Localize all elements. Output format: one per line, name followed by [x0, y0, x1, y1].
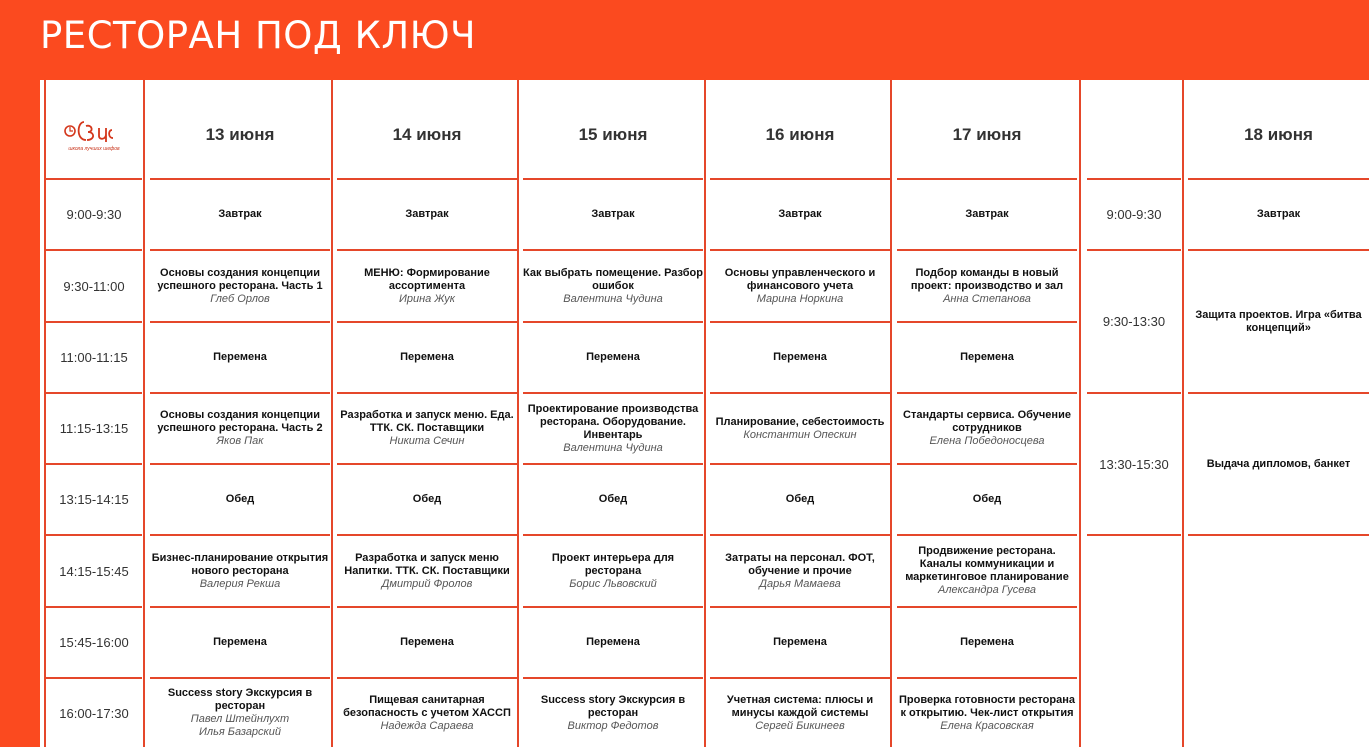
schedule-cell	[150, 178, 330, 249]
session-title: Обед	[598, 493, 628, 505]
schedule-cell	[1188, 392, 1369, 534]
time-slot	[46, 534, 142, 606]
session-speaker: Дмитрий Фролов	[381, 577, 473, 590]
schedule-cell	[897, 534, 1077, 606]
grid-divider	[1079, 80, 1081, 747]
schedule-cell	[897, 178, 1077, 249]
time-slot	[46, 249, 142, 321]
schedule-cell	[337, 463, 517, 534]
time-slot	[46, 321, 142, 392]
session-title: Перемена	[586, 351, 640, 363]
day-header-label: 17 июня	[952, 125, 1022, 144]
session-speaker: Яков Пак	[216, 435, 264, 447]
session-title: Перемена	[773, 351, 827, 363]
day-header-label: 13 июня	[205, 125, 275, 144]
schedule-cell	[337, 534, 517, 606]
day-header	[150, 92, 330, 178]
time-slot	[1087, 392, 1181, 534]
schedule-cell	[897, 463, 1077, 534]
time-slot-label: 16:00-17:30	[59, 705, 129, 721]
session-title: Учетная система: плюсы и минусы каждой системы	[726, 693, 874, 719]
session-title: Завтрак	[778, 208, 822, 220]
session-title: Как выбрать помещение. Разбор ошибок	[523, 266, 703, 292]
day-header-label: 18 июня	[1244, 125, 1313, 144]
day-header	[523, 92, 703, 178]
time-slot-label: 11:00-11:15	[60, 350, 128, 365]
session-title: Бизнес-планирование открытия нового ресторана	[151, 551, 329, 577]
time-slot-label: 9:00-9:30	[1106, 207, 1162, 222]
schedule-cell	[710, 178, 890, 249]
session-speaker: Константин Опескин	[743, 428, 857, 441]
schedule-cell	[337, 321, 517, 392]
day-header-empty	[1087, 92, 1181, 178]
schedule-cell	[523, 677, 703, 747]
session-speaker: Глеб Орлов	[210, 292, 270, 305]
session-title: Планирование, себестоимость	[715, 415, 885, 428]
schedule-cell	[897, 606, 1077, 677]
schedule-cell	[150, 534, 330, 606]
session-title: Перемена	[586, 636, 640, 648]
logo-cell	[46, 92, 142, 178]
time-slot-label: 11:15-13:15	[59, 421, 129, 436]
session-title: Разработка и запуск меню Напитки. ТТК. СК. Поставщики	[344, 551, 510, 577]
grid-divider	[517, 80, 519, 747]
session-title: Перемена	[960, 351, 1014, 363]
session-title: Success story Экскурсия в ресторан	[540, 693, 686, 719]
session-speaker: Александра Гусева	[937, 584, 1036, 596]
schedule-cell	[150, 463, 330, 534]
day-header-label: 15 июня	[578, 125, 648, 144]
session-speaker: Ирина Жук	[399, 292, 455, 305]
session-title: Перемена	[773, 636, 827, 648]
schedule-cell	[710, 249, 890, 321]
session-title: Обед	[972, 493, 1002, 505]
schedule-cell	[150, 249, 330, 321]
time-slot	[46, 606, 142, 677]
session-speaker: Виктор Федотов	[567, 719, 659, 732]
schedule-cell	[710, 534, 890, 606]
day-header	[337, 92, 517, 178]
schedule-cell	[150, 677, 330, 747]
session-title: Проектирование производства ресторана. Оборудование. Инвентарь	[527, 402, 699, 441]
session-title: Перемена	[400, 636, 454, 648]
schedule-cell	[523, 534, 703, 606]
grid-divider	[1182, 80, 1184, 747]
session-speaker: Никита Сечин	[389, 435, 465, 447]
session-title: Перемена	[213, 636, 267, 648]
session-title: Затраты на персонал. ФОТ, обучение и прочие	[725, 551, 875, 577]
session-title: Обед	[412, 493, 442, 505]
time-slot-label: 13:15-14:15	[59, 492, 129, 507]
session-title: Перемена	[960, 636, 1014, 648]
time-slot-label: 9:00-9:30	[66, 207, 122, 222]
schedule-cell	[523, 178, 703, 249]
schedule-cell	[523, 606, 703, 677]
session-speaker: Валентина Чудина	[563, 292, 663, 305]
schedule-cell	[710, 392, 890, 463]
schedule-cell	[337, 606, 517, 677]
session-title: Разработка и запуск меню. Еда. ТТК. СК. Поставщики	[340, 409, 514, 434]
schedule-cell	[1188, 178, 1369, 249]
session-title: Основы создания концепции успешного ресторана. Часть 1	[157, 266, 323, 292]
schedule-cell	[710, 321, 890, 392]
time-slot	[1087, 249, 1181, 392]
schedule-cell	[897, 392, 1077, 463]
session-speaker: Илья Базарский	[199, 726, 281, 738]
session-title: Завтрак	[591, 208, 635, 220]
time-slot	[46, 392, 142, 463]
time-slot-label: 15:45-16:00	[59, 635, 129, 650]
schedule-cell	[523, 463, 703, 534]
schedule-cell-empty	[1188, 534, 1369, 747]
schedule-cell	[897, 321, 1077, 392]
schedule-cell	[710, 677, 890, 747]
session-title: Проверка готовности ресторана к открытию. Чек-лист открытия	[899, 693, 1075, 719]
schedule-cell	[523, 392, 703, 463]
schedule-cell	[150, 392, 330, 463]
day-header-label: 16 июня	[765, 125, 835, 144]
session-speaker: Дарья Мамаева	[759, 577, 841, 590]
grid-divider	[331, 80, 333, 747]
session-title: Стандарты сервиса. Обучение сотрудников	[903, 409, 1071, 434]
time-slot-label: 13:30-15:30	[1099, 456, 1169, 472]
session-speaker: Павел Штейнлухт	[190, 713, 290, 725]
time-slot	[46, 178, 142, 249]
session-title: Success story Экскурсия в ресторан	[167, 687, 313, 712]
session-title: Основы управленческого и финансового учета	[724, 266, 876, 292]
session-title: Пищевая санитарная безопасность с учетом ХАССП	[343, 693, 511, 719]
time-slot	[46, 463, 142, 534]
schedule-cell-empty	[1087, 534, 1181, 747]
session-title: Защита проектов. Игра «битва концепций»	[1195, 308, 1362, 334]
time-slot-label: 14:15-15:45	[59, 563, 129, 579]
schedule-cell	[337, 392, 517, 463]
time-slot	[46, 677, 142, 747]
schedule-cell	[337, 178, 517, 249]
time-slot	[1087, 178, 1181, 249]
schedule-cell	[1188, 249, 1369, 392]
logo-tagline: школа лучших шефов	[68, 146, 120, 152]
session-speaker: Марина Норкина	[756, 292, 844, 305]
day-header	[897, 92, 1077, 178]
session-speaker: Сергей Бикинеев	[755, 719, 845, 732]
schedule-cell	[523, 321, 703, 392]
time-slot-label: 9:30-13:30	[1102, 314, 1166, 329]
session-title: Подбор команды в новый проект: производство и зал	[910, 266, 1064, 292]
session-title: МЕНЮ: Формирование ассортимента	[364, 266, 490, 292]
session-speaker: Надежда Сараева	[380, 719, 474, 732]
session-speaker: Валерия Рекша	[199, 577, 281, 590]
schedule-cell	[710, 606, 890, 677]
session-title: Продвижение ресторана. Каналы коммуникации и маркетинговое планирование	[905, 545, 1069, 583]
day-header	[710, 92, 890, 178]
schedule-cell	[897, 249, 1077, 321]
session-title: Обед	[225, 493, 255, 505]
schedule-cell	[150, 606, 330, 677]
session-title: Завтрак	[218, 208, 262, 220]
svch-logo-icon	[62, 118, 126, 152]
session-speaker: Борис Львовский	[569, 577, 657, 590]
schedule-cell	[523, 249, 703, 321]
day-header	[1188, 92, 1369, 178]
day-header-label: 14 июня	[392, 125, 462, 144]
session-speaker: Елена Красовская	[940, 719, 1034, 732]
schedule-cell	[337, 677, 517, 747]
session-title: Перемена	[400, 351, 454, 363]
session-title: Завтрак	[1256, 208, 1301, 220]
schedule-cell	[710, 463, 890, 534]
grid-divider	[143, 80, 145, 747]
session-speaker: Елена Победоносцева	[929, 435, 1045, 447]
grid-divider	[704, 80, 706, 747]
session-speaker: Валентина Чудина	[563, 441, 663, 454]
schedule-cell	[150, 321, 330, 392]
session-title: Завтрак	[405, 208, 449, 220]
page-title: РЕСТОРАН ПОД КЛЮЧ	[40, 14, 476, 57]
session-title: Выдача дипломов, банкет	[1206, 457, 1351, 470]
session-title: Перемена	[213, 351, 267, 363]
session-speaker: Анна Степанова	[943, 292, 1031, 305]
session-title: Основы создания концепции успешного ресторана. Часть 2	[157, 409, 323, 434]
session-title: Обед	[785, 493, 815, 505]
schedule-cell	[337, 249, 517, 321]
session-title: Завтрак	[965, 208, 1009, 220]
schedule-cell	[897, 677, 1077, 747]
grid-divider	[890, 80, 892, 747]
session-title: Проект интерьера для ресторана	[551, 551, 675, 577]
time-slot-label: 9:30-11:00	[63, 278, 125, 294]
